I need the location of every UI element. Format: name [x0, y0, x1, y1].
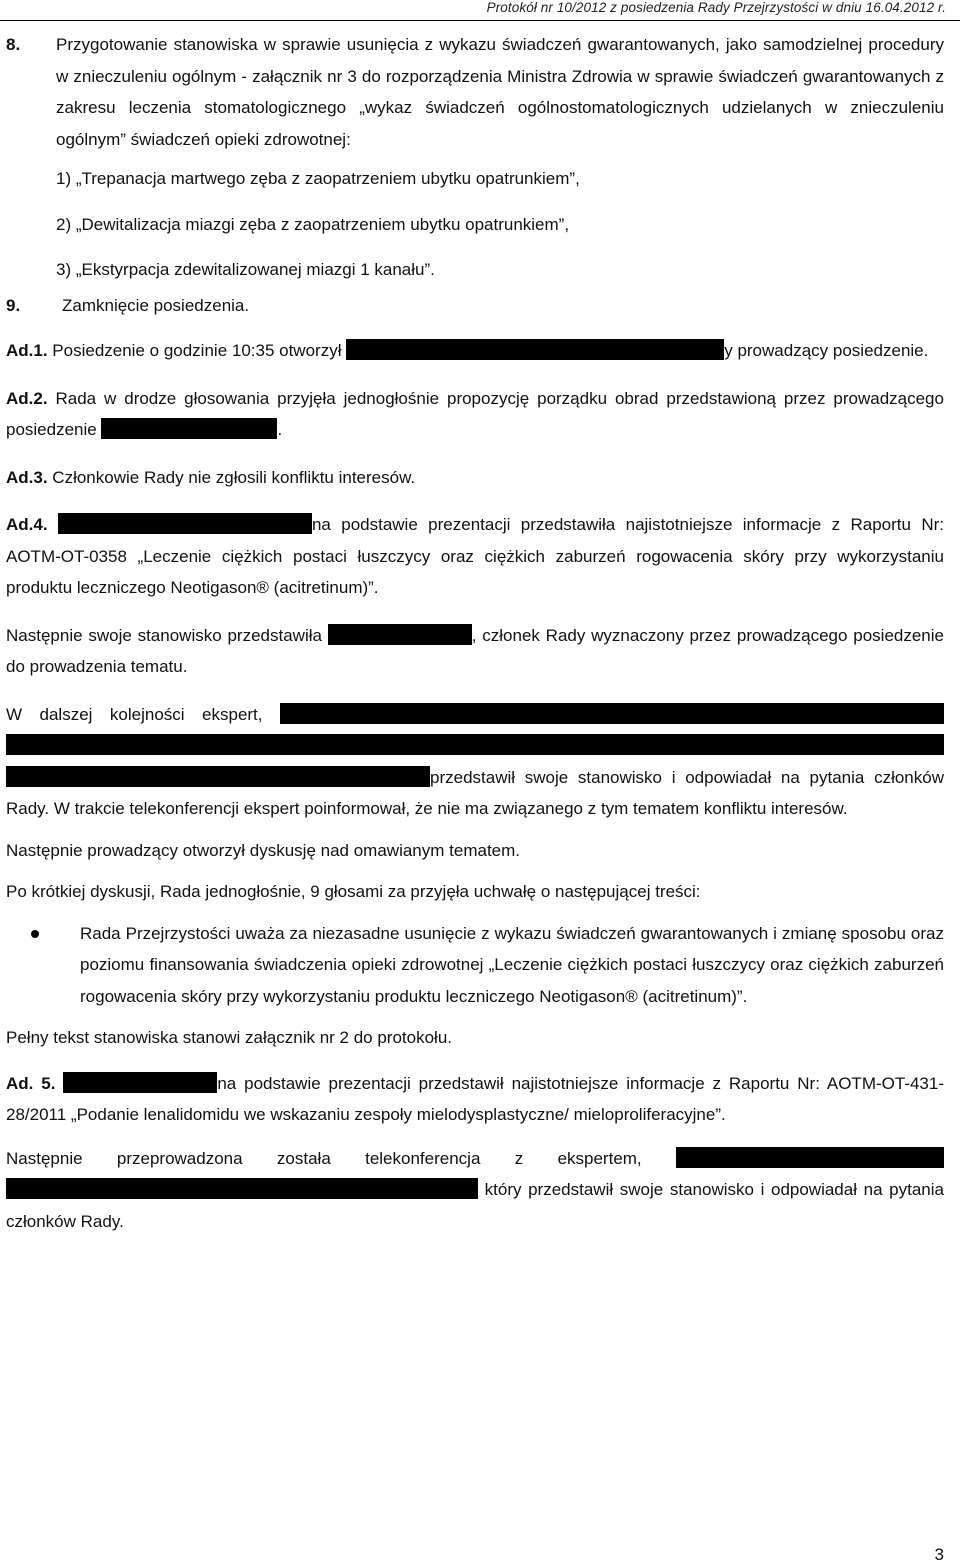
- ad2-label: Ad.2.: [6, 388, 48, 408]
- ad4-text-b: z Raportu Nr: AOTM-OT-0358 „Leczenie ciężkich postaci łuszczycy oraz ciężkich zaburzeń rogowacenia skóry przy wykorzystaniu produktu leczniczego Neotigason® (acitretinum)”.: [6, 515, 944, 597]
- ad5-text-a: na podstawie prezentacji przedstawił najistotniejsze informacje z Raportu Nr:: [217, 1073, 820, 1093]
- header-rule: [0, 20, 960, 21]
- ad2-text-b: przez prowadzącego posiedzenie: [6, 388, 944, 439]
- ad5-p2-b: który przedstawił swoje stanowisko i odpowiadał: [484, 1180, 857, 1199]
- resolution-bullet: [6, 918, 944, 1013]
- agenda-item-9-number: 9.: [6, 295, 21, 315]
- bullet-icon: [31, 930, 39, 938]
- ad4-p3-b: przedstawił swoje stanowisko i odpowiadał na pytania członków Rady. W trakcie telekonferencji ekspert poinformował, że nie ma związanego z tym tematem konfliktu interesów.: [6, 767, 944, 818]
- ad4-p2-a: Następnie swoje stanowisko przedstawiła: [6, 625, 322, 645]
- ad3-label: Ad.3.: [6, 467, 48, 487]
- ad4-paragraph-5: Po krótkiej dyskusji, Rada jednogłośnie, 9 głosami za przyjęła uchwałę o następującej treści:: [6, 882, 701, 901]
- ad2-paragraph: [6, 383, 944, 446]
- ad4-paragraph-3: [6, 699, 944, 825]
- agenda-subitem-3: 3) „Ekstyrpacja zdewitalizowanej miazgi 1 kanału”.: [56, 260, 435, 279]
- ad5-p2-a: Następnie przeprowadzona została telekonferencja z ekspertem,: [6, 1148, 642, 1168]
- ad4-paragraph-4: Następnie prowadzący otworzył dyskusję nad omawianym tematem.: [6, 840, 521, 860]
- ad5-paragraph-2: [6, 1143, 944, 1238]
- redacted-block: [6, 766, 430, 787]
- redacted-name: [63, 1072, 217, 1093]
- ad4-label: Ad.4.: [6, 515, 48, 534]
- ad4-p3-a: W dalszej kolejności ekspert,: [6, 704, 263, 724]
- ad1-text-b: y prowadzący: [724, 341, 829, 360]
- redacted-block: [676, 1147, 944, 1168]
- redacted-name: [328, 624, 472, 645]
- resolution-text: Rada Przejrzystości uważa za niezasadne usunięcie z wykazu świadczeń gwarantowanych i zmianę sposobu oraz poziomu finansowania świadczenia opieki zdrowotnej „Leczenie ciężkich postaci łuszczycy oraz ciężkich zaburzeń rogowacenia skóry przy wykorzystaniu produktu leczniczego Neotigason® (acitretinum)”.: [80, 923, 944, 1006]
- document-body: [6, 29, 944, 1237]
- agenda-item-8-text: Przygotowanie stanowiska w sprawie usunięcia z wykazu świadczeń gwarantowanych, jako samodzielnej procedury w znieczuleniu ogólnym - załącznik nr 3 do rozporządzenia Ministra Zdrowia w sprawie świadczeń gwarantowanych z zakresu leczenia stomatologicznego „wykaz świadczeń ogólnostomatologicznych udzielanych w znieczuleniu ogólnym” świadczeń opieki zdrowotnej:: [56, 35, 944, 149]
- agenda-item-9: [6, 290, 944, 322]
- ad1-label: Ad.1.: [6, 341, 48, 360]
- redacted-block: [6, 1178, 478, 1199]
- agenda-item-9-text: Zamknięcie posiedzenia.: [62, 295, 250, 315]
- ad4-paragraph-2: [6, 620, 944, 683]
- ad5-label: Ad. 5.: [6, 1073, 56, 1093]
- ad1-text-a: Posiedzenie o godzinie 10:35 otworzył: [52, 341, 342, 360]
- ad1-text-c: posiedzenie.: [832, 341, 929, 360]
- ad3-paragraph: [6, 462, 944, 494]
- running-header: Protokół nr 10/2012 z posiedzenia Rady Przejrzystości w dniu 16.04.2012 r.: [486, 0, 946, 15]
- ad5-text-b: AOTM-OT-431-28/2011 „Podanie lenalidomidu we wskazaniu zespoły mielodysplastyczne/ mieloproliferacyjne”.: [6, 1073, 944, 1124]
- ad2-text-a: Rada w drodze głosowania przyjęła jednogłośnie propozycję porządku obrad przedstawioną: [55, 388, 776, 408]
- redacted-block: [6, 734, 944, 755]
- ad4-paragraph-6: Pełny tekst stanowiska stanowi załącznik nr 2 do protokołu.: [6, 1028, 453, 1047]
- redacted-block: [280, 703, 944, 724]
- redacted-name: [58, 513, 312, 534]
- agenda-subitem-1: 1) „Trepanacja martwego zęba z zaopatrzeniem ubytku opatrunkiem”,: [56, 169, 580, 188]
- ad5-paragraph-1: [6, 1068, 944, 1131]
- ad5-p2-c: na pytania członków Rady.: [6, 1180, 944, 1231]
- ad2-text-c: .: [277, 420, 283, 439]
- ad1-paragraph: [6, 335, 944, 367]
- ad4-paragraph-1: [6, 509, 944, 604]
- page-number: 3: [934, 1545, 944, 1564]
- ad3-text: Członkowie Rady nie zgłosili konfliktu interesów.: [52, 467, 416, 487]
- redacted-name: [101, 418, 277, 439]
- redacted-name: [346, 339, 724, 360]
- agenda-item-8: [6, 29, 944, 155]
- ad4-text-a: na podstawie prezentacji przedstawiła najistotniejsze informacje: [311, 515, 822, 534]
- ad4-p2-b: , członek Rady wyznaczony przez prowadzącego posiedzenie do prowadzenia tematu.: [6, 625, 944, 676]
- agenda-item-8-number: 8.: [6, 35, 21, 54]
- agenda-subitem-2: 2) „Dewitalizacja miazgi zęba z zaopatrzeniem ubytku opatrunkiem”,: [56, 214, 570, 234]
